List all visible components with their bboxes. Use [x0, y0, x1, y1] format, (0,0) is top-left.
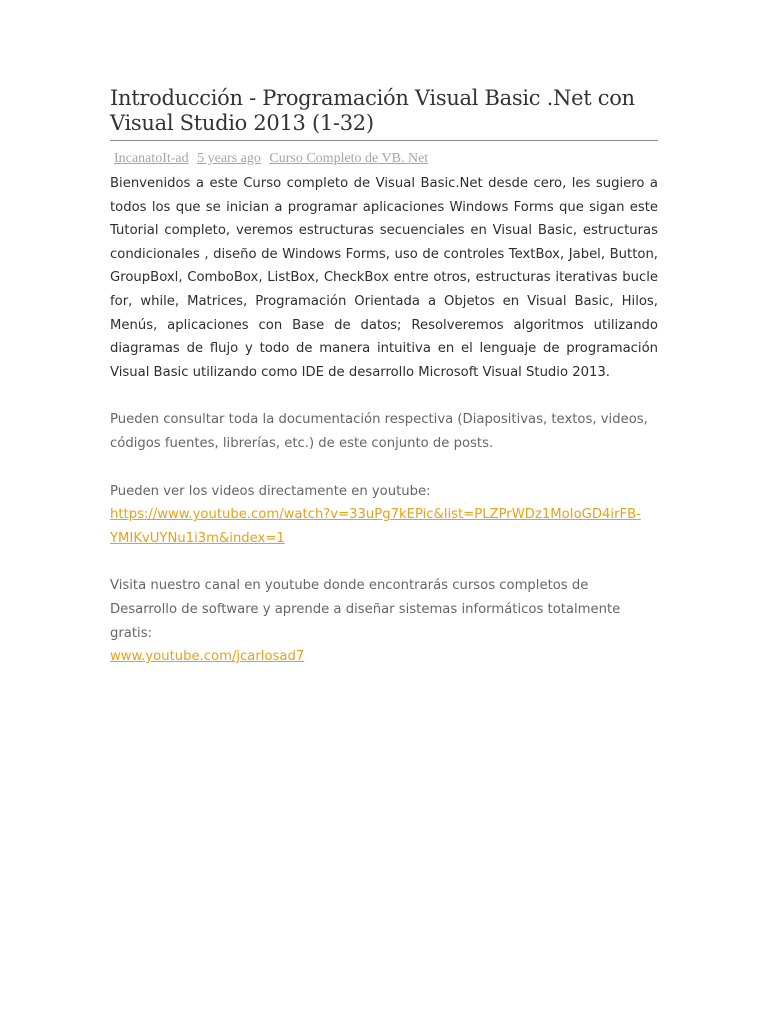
post-meta: [114, 150, 658, 168]
videos-link[interactable]: [110, 507, 641, 546]
title-divider: [110, 140, 658, 141]
channel-text: Visita nuestro canal en youtube donde encontrarás cursos completos de Desarrollo de software y aprende a diseñar sistemas informáticos totalmente gratis:: [110, 578, 621, 641]
videos-text: Pueden ver los videos directamente en youtube:: [110, 483, 431, 499]
category-link[interactable]: Curso Completo de VB. Net: [269, 151, 429, 166]
post-title: Introducción - Programación Visual Basic .Net con Visual Studio 2013 (1-32): [110, 86, 635, 135]
docs-paragraph: Pueden consultar toda la documentación respectiva (Diapositivas, textos, videos, códigos fuentes, librerías, etc.) de este conjunto de posts.: [110, 412, 648, 451]
intro-paragraph: Bienvenidos a este Curso completo de Visual Basic.Net desde cero, les sugiero a todos los que se inician a programar aplicaciones Windows Forms que sigan este Tutorial completo, veremos estructuras secuenciales en Visual Basic, estructuras condicionales , diseño de Windows Forms, uso de controles TextBox, Jabel, Button, GroupBoxl, ComboBox, ListBox, CheckBox entre otros, estructuras iterativas bucle for, while, Matrices, Programación Orientada a Objetos en Visual Basic, Hilos, Menús, aplicaciones con Base de datos; Resolveremos algoritmos utilizando diagramas de flujo y todo de manera intuitiva en el lenguaje de programación Visual Basic utilizando como IDE de desarrollo Microsoft Visual Studio 2013.: [110, 176, 658, 380]
author-link[interactable]: IncanatoIt-ad: [114, 151, 189, 166]
channel-paragraph: [110, 574, 658, 668]
videos-paragraph: [110, 480, 658, 551]
videos-link-line1: https://www.youtube.com/watch?v=33uPg7kEPic&list=PLZPrWDz1MoIoGD4irFB-: [110, 507, 641, 523]
channel-link[interactable]: www.youtube.com/jcarlosad7: [110, 649, 305, 665]
date-link[interactable]: 5 years ago: [197, 151, 261, 166]
videos-link-line2: YMIKvUYNu1i3m&index=1: [110, 530, 285, 546]
